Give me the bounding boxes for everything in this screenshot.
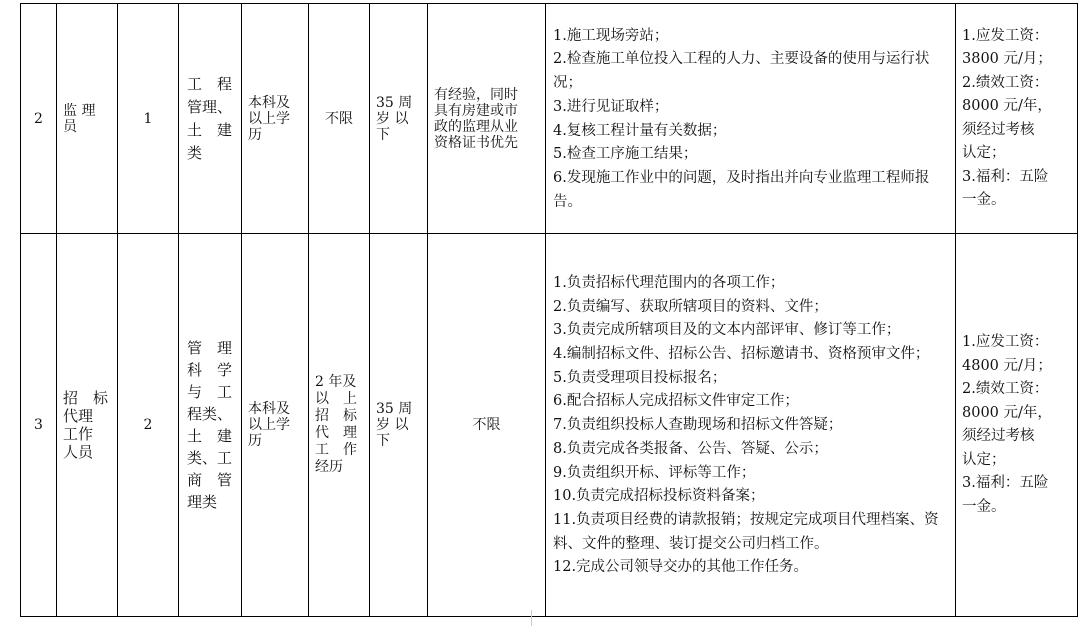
salary-line: 一金。 [962, 498, 1006, 515]
major-requirement: 管 理 科 学 与 工 程类、 土 建 类、工 商 管 理类 [179, 234, 242, 617]
salary-line: 3.福利：五险 [962, 475, 1049, 491]
duty-item: 7.负责组织投标人查勘现场和招标文件答疑； [553, 417, 843, 434]
experience-requirement: 不限 [309, 4, 370, 234]
row-number: 3 [21, 234, 57, 617]
duty-item: 1.负责招标代理范围内的各项工作； [553, 274, 785, 291]
duty-item: 4.复核工程计量有关数据； [553, 122, 727, 139]
duty-item: 3.进行见证取样； [553, 98, 669, 115]
job-duties [546, 234, 956, 617]
salary-line: 1.应发工资： [962, 27, 1049, 44]
duty-item: 3.负责完成所辖项目及的文本内部评审、修订等工作； [553, 322, 901, 339]
salary-line: 认定； [962, 451, 1006, 468]
experience-requirement: 2 年及 以 上 招 标 代 理 工 作 经历 [309, 234, 370, 617]
duty-item: 5.负责受理项目投标报名； [553, 369, 727, 386]
duty-item: 1.施工现场旁站； [553, 27, 669, 44]
salary-line: 8000 元/年， [962, 404, 1052, 421]
salary-line: 2.绩效工资： [962, 381, 1049, 397]
row-number: 2 [21, 4, 57, 234]
position-title: 监 理 员 [57, 4, 118, 234]
salary-line: 认定； [962, 145, 1006, 161]
education-requirement: 本科及 以上学 历 [242, 4, 309, 234]
duty-item: 6.发现施工作业中的问题，及时指出并向专业监理工程师报告。 [553, 169, 930, 210]
page-edge-mark [531, 610, 546, 626]
major-requirement: 工 程 管理、 土 建 类 [179, 4, 242, 234]
salary-line: 须经过考核 [962, 121, 1035, 138]
duty-item: 6.配合招标人完成招标文件审定工作； [553, 393, 799, 410]
table-row [21, 4, 1078, 234]
salary-line: 2.绩效工资： [962, 74, 1049, 91]
duty-item: 10.负责完成招标投标资料备案； [553, 488, 765, 505]
other-requirement: 有经验，同时 具有房建或市 政的监理从业 资格证书优先 [428, 4, 546, 234]
duty-item: 9.负责组织开标、评标等工作； [553, 464, 756, 481]
headcount: 2 [118, 234, 179, 617]
age-requirement: 35 周 岁 以 下 [370, 4, 428, 234]
duty-item: 12.完成公司领导交办的其他工作任务。 [553, 559, 809, 576]
duty-item: 5.检查工序施工结果； [553, 146, 698, 163]
education-requirement: 本科及 以上学 历 [242, 234, 309, 617]
duty-item: 2.检查施工单位投入工程的人力、主要设备的使用与运行状况； [553, 51, 930, 92]
salary-line: 1.应发工资： [962, 334, 1049, 350]
salary-line: 4800 元/月； [962, 357, 1052, 374]
salary-line: 8000 元/年， [962, 98, 1052, 114]
table-row [21, 234, 1078, 617]
salary-benefits [956, 4, 1078, 234]
position-title: 招 标 代理 工作 人员 [57, 234, 118, 617]
duty-item: 4.编制招标文件、招标公告、招标邀请书、资格预审文件； [553, 346, 930, 363]
salary-line: 3800 元/月； [962, 51, 1052, 67]
headcount: 1 [118, 4, 179, 234]
duty-item: 2.负责编写、获取所辖项目的资料、文件； [553, 298, 828, 315]
job-duties [546, 4, 956, 234]
job-table [20, 3, 1078, 617]
duty-item: 11.负责项目经费的请款报销；按规定完成项目代理档案、资料、文件的整理、装订提交公司归档工作。 [553, 511, 939, 552]
salary-line: 一金。 [962, 192, 1006, 208]
age-requirement: 35 周 岁 以 下 [370, 234, 428, 617]
salary-benefits [956, 234, 1078, 617]
duty-item: 8.负责完成各类报备、公告、答疑、公示； [553, 440, 828, 457]
salary-line: 须经过考核 [962, 428, 1035, 444]
other-requirement: 不限 [428, 234, 546, 617]
salary-line: 3.福利：五险 [962, 168, 1049, 185]
